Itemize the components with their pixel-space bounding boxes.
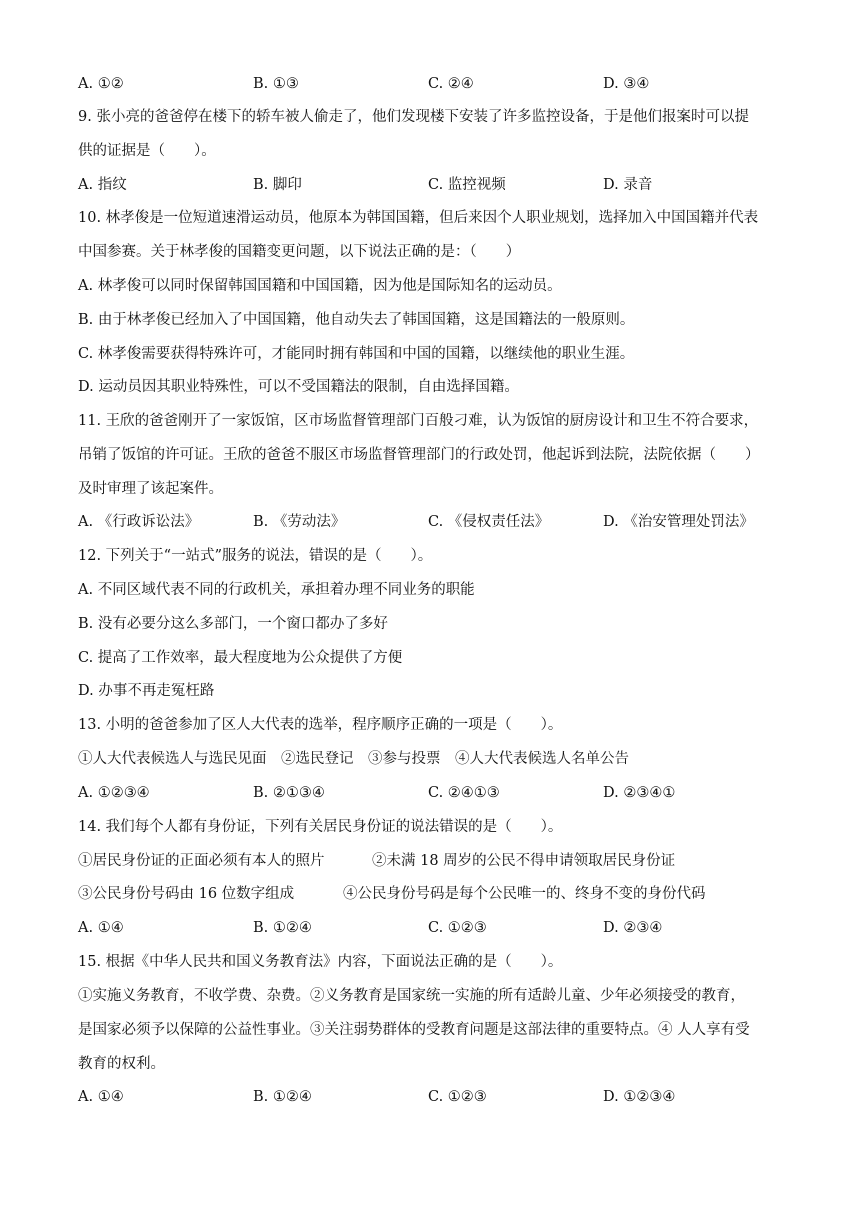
question-stem: 15. 根据《中华人民共和国义务教育法》内容，下面说法正确的是（ ）。 — [78, 954, 563, 970]
option-a: A. 指纹 — [78, 177, 127, 193]
option-b: B. ①②④ — [253, 920, 312, 936]
option-b: B. ①③ — [253, 76, 299, 92]
question-stem: 11. 王欣的爸爸刚开了一家饭馆，区市场监督管理部门百般刁难，认为饭馆的厨房设计和卫生不符合要求， — [78, 413, 759, 429]
question-stem: 供的证据是（ ）。 — [78, 143, 216, 159]
option-b: B. 由于林孝俊已经加入了中国国籍，他自动失去了韩国国籍，这是国籍法的一般原则。 — [78, 312, 635, 328]
question-stem: 中国参赛。关于林孝俊的国籍变更问题，以下说法正确的是：（ ） — [78, 244, 521, 260]
question-stem: 14. 我们每个人都有身份证，下列有关居民身份证的说法错误的是（ ）。 — [78, 819, 563, 835]
option-d: D. 《治安管理处罚法》 — [603, 514, 754, 530]
statement-2: ②未满 18 周岁的公民不得申请领取居民身份证 — [372, 853, 676, 869]
question-stem: 12. 下列关于“一站式”服务的说法，错误的是（ ）。 — [78, 548, 433, 564]
option-c: C. ②④ — [428, 76, 474, 92]
option-a: A. ①④ — [78, 1089, 124, 1105]
option-c: C. 《侵权责任法》 — [428, 514, 550, 530]
option-d: D. 录音 — [603, 177, 653, 193]
statement-3: ③公民身份号码由 16 位数字组成 — [78, 886, 295, 902]
question-stem: 教育的权利。 — [78, 1056, 165, 1072]
question-stem: 10. 林孝俊是一位短道速滑运动员，他原本为韩国国籍，但后来因个人职业规划，选择加入中国国籍并代表 — [78, 210, 759, 226]
option-a: A. ①② — [78, 76, 124, 92]
option-b: B. 脚印 — [253, 177, 302, 193]
option-b: B. 没有必要分这么多部门，一个窗口都办了多好 — [78, 616, 388, 632]
question-items: ①人大代表候选人与选民见面 ②选民登记 ③参与投票 ④人大代表候选人名单公告 — [78, 751, 629, 767]
option-b: B. ②①③④ — [253, 785, 325, 801]
option-a: A. 林孝俊可以同时保留韩国国籍和中国国籍，因为他是国际知名的运动员。 — [78, 278, 562, 294]
question-stem: 吊销了饭馆的许可证。王欣的爸爸不服区市场监督管理部门的行政处罚，他起诉到法院，法院依据（ ） — [78, 447, 760, 463]
option-d: D. 运动员因其职业特殊性，可以不受国籍法的限制，自由选择国籍。 — [78, 379, 519, 395]
statement-1: ①居民身份证的正面必须有本人的照片 — [78, 853, 325, 869]
option-a: A. ①②③④ — [78, 785, 150, 801]
option-c: C. 提高了工作效率，最大程度地为公众提供了方便 — [78, 650, 403, 666]
option-c: C. ①②③ — [428, 920, 487, 936]
option-c: C. ①②③ — [428, 1089, 487, 1105]
question-stem: 是国家必须予以保障的公益性事业。③关注弱势群体的受教育问题是这部法律的重要特点。④ 人人享有受 — [78, 1022, 750, 1038]
statement-4: ④公民身份号码是每个公民唯一的、终身不变的身份代码 — [343, 886, 706, 902]
option-a: A. ①④ — [78, 920, 124, 936]
question-stem: 及时审理了该起案件。 — [78, 481, 223, 497]
question-stem: ①实施义务教育，不收学费、杂费。②义务教育是国家统一实施的所有适龄儿童、少年必须接受的教育， — [78, 988, 745, 1004]
option-b: B. ①②④ — [253, 1089, 312, 1105]
option-d: D. 办事不再走冤枉路 — [78, 683, 215, 699]
question-stem: 9. 张小亮的爸爸停在楼下的轿车被人偷走了，他们发现楼下安装了许多监控设备，于是他们报案时可以提 — [78, 109, 749, 125]
option-c: C. 林孝俊需要获得特殊许可，才能同时拥有韩国和中国的国籍，以继续他的职业生涯。 — [78, 346, 635, 362]
option-b: B. 《劳动法》 — [253, 514, 346, 530]
option-d: D. ①②③④ — [603, 1089, 676, 1105]
question-stem: 13. 小明的爸爸参加了区人大代表的选举，程序顺序正确的一项是（ ）。 — [78, 717, 563, 733]
option-c: C. ②④①③ — [428, 785, 500, 801]
option-a: A. 不同区域代表不同的行政机关，承担着办理不同业务的职能 — [78, 582, 475, 598]
option-d: D. ③④ — [603, 76, 650, 92]
option-c: C. 监控视频 — [428, 177, 506, 193]
option-a: A. 《行政诉讼法》 — [78, 514, 200, 530]
option-d: D. ②③④① — [603, 785, 676, 801]
option-d: D. ②③④ — [603, 920, 663, 936]
